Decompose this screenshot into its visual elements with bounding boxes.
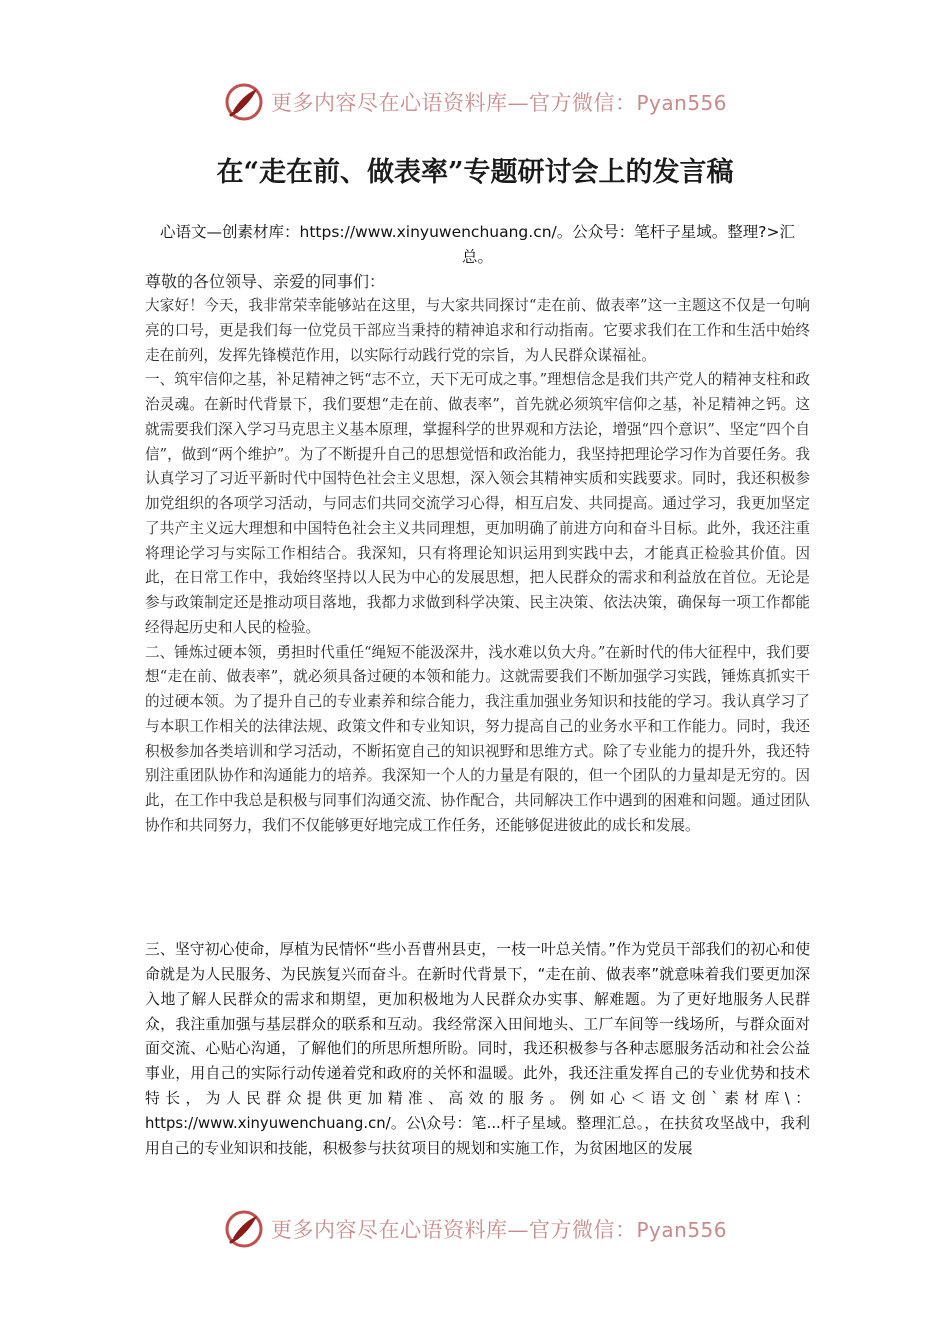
paragraph-section-2: 二、锤炼过硬本领，勇担时代重任“绳短不能汲深井，浅水难以负大舟。”在新时代的伟大征程中，我们要想“走在前、做表率”，就必须具备过硬的本领和能力。这就需要我们不断加强学习实践，锤炼真抓实干的过硬本领。为了提升自己的专业素养和综合能力，我注重加强业务知识和技能的学习。我认真学习了与本职工作相关的法律法规、政策文件和专业知识，努力提高自己的业务水平和工作能力。同时，我还积极参加各类培训和学习活动，不断拓宽自己的知识视野和思维方式。除了专业能力的提升外，我还特别注重团队协作和沟通能力的培养。我深知一个人的力量是有限的，但一个团队的力量却是无穷的。因此，在工作中我总是积极与同事们沟通交流、协作配合，共同解决工作中遇到的困难和问题。通过团队协作和共同努力，我们不仅能够更好地完成工作任务，还能够促进彼此的成长和发展。 bbox=[145, 643, 810, 834]
banner-text: 更多内容尽在心语资料库—官方微信：Pyan556 bbox=[270, 1218, 727, 1242]
paragraph-section-3: 三、坚守初心使命，厚植为民情怀“些小吾曹州县吏，一枝一叶总关情。”作为党员干部我们的初心和使命就是为人民服务、为民族复兴而奋斗。在新时代背景下，“走在前、做表率”就意味着我们要更加深入地了解人民群众的需求和期望，更加积极地为人民群众办实事、解难题。为了更好地服务人民群众，我注重加强与基层群众的联系和互动。我经常深入田间地头、工厂车间等一线场所，与群众面对面交流、心贴心沟通，了解他们的所思所想所盼。同时，我还积极参与各种志愿服务活动和社会公益事业，用自己的实际行动传递着党和政府的关怀和温暖。此外，我还注重发挥自己的专业优势和技术特长，为人民群众提供更加精准、高效的服务。例如心＜语文创`素材库\：https://www.xinyuwenchuang.cn/。公\众号：笔...杆子星域。整理汇总。，在扶贫攻坚战中，我利用自己的专业知识和技能，积极参与扶贫项目的规划和实施工作，为贫困地区的发展 bbox=[145, 941, 810, 1157]
source-line: 心语文—创素材库：https://www.xinyuwenchuang.cn/。公众号：笔杆子星域。整理?>汇总。 bbox=[160, 223, 795, 266]
salutation: 尊敬的各位领导、亲爱的同事们： bbox=[145, 272, 386, 291]
paragraph-intro: 大家好！今天，我非常荣幸能够站在这里，与大家共同探讨“走在前、做表率”这一主题这不仅是一句响亮的口号，更是我们每一位党员干部应当秉持的精神追求和行动指南。它要求我们在工作和生活中始终走在前列，发挥先锋模范作用，以实际行动践行党的宗旨，为人民群众谋福祉。 bbox=[145, 297, 810, 364]
paragraph-section-1: 一、筑牢信仰之基，补足精神之钙“志不立，天下无可成之事。”理想信念是我们共产党人的精神支柱和政治灵魂。在新时代背景下，我们要想“走在前、做表率”，首先就必须筑牢信仰之基，补足精神之钙。这就需要我们深入学习马克思主义基本原理，掌握科学的世界观和方法论，增强“四个意识”、坚定“四个自信”，做到“两个维护”。为了不断提升自己的思想觉悟和政治能力，我坚持把理论学习作为首要任务。我认真学习了习近平新时代中国特色社会主义思想，深入领会其精神实质和实践要求。同时，我还积极参加党组织的各项学习活动，与同志们共同交流学习心得，相互启发、共同提高。通过学习，我更加坚定了共产主义远大理想和中国特色社会主义共同理想，更加明确了前进方向和奋斗目标。此外，我还注重将理论学习与实际工作相结合。我深知，只有将理论知识运用到实践中去，才能真正检验其价值。因此，在日常工作中，我始终坚持以人民为中心的发展思想，把人民群众的需求和利益放在首位。无论是参与政策制定还是推动项目落地，我都力求做到科学决策、民主决策、依法决策，确保每一项工作都能经得起历史和人民的检验。 bbox=[145, 371, 810, 636]
brush-logo-icon bbox=[223, 81, 265, 123]
body-text bbox=[145, 294, 810, 839]
header-banner bbox=[0, 78, 950, 126]
footer-banner bbox=[0, 1205, 950, 1253]
body-text-section-3 bbox=[145, 938, 810, 1192]
banner-text: 更多内容尽在心语资料库—官方微信：Pyan556 bbox=[270, 91, 727, 115]
brush-logo-icon bbox=[223, 1208, 265, 1250]
document-title: 在“走在前、做表率”专题研讨会上的发言稿 bbox=[216, 157, 734, 188]
